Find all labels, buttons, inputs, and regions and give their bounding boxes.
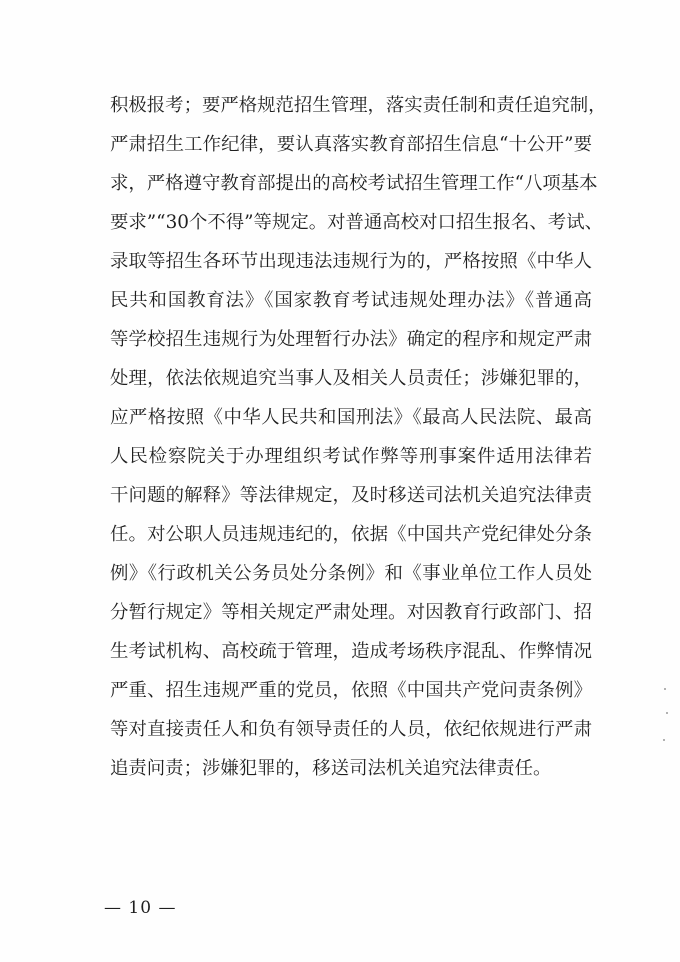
text-line: 严重、招生违规严重的党员，依照《中国共产党问责条例》 (110, 680, 592, 701)
text-line: 等学校招生违规行为处理暂行办法》确定的程序和规定严肃 (110, 329, 592, 350)
text-line: 人民检察院关于办理组织考试作弊等刑事案件适用法律若 (110, 446, 592, 467)
text-line: 积极报考；要严格规范招生管理，落实责任制和责任追究制， (110, 95, 607, 116)
text-line: 严肃招生工作纪律，要认真落实教育部招生信息“十公开”要 (110, 134, 592, 155)
text-line: 民共和国教育法》《国家教育考试违规处理办法》《普通高 (110, 290, 592, 311)
text-line: 干问题的解释》等法律规定，及时移送司法机关追究法律责 (110, 485, 592, 506)
scan-speck (664, 688, 666, 690)
text-line-last: 追责问责；涉嫌犯罪的，移送司法机关追究法律责任。 (110, 758, 552, 779)
text-line: 分暂行规定》等相关规定严肃处理。对因教育行政部门、招 (110, 602, 592, 623)
text-line: 生考试机构、高校疏于管理，造成考场秩序混乱、作弊情况 (110, 641, 592, 662)
text-line: 录取等招生各环节出现违法违规行为的，严格按照《中华人 (110, 251, 592, 272)
text-line: 应严格按照《中华人民共和国刑法》《最高人民法院、最高 (110, 407, 592, 428)
text-line: 等对直接责任人和负有领导责任的人员，依纪依规进行严肃 (110, 719, 592, 740)
text-line: 任。对公职人员违规违纪的，依据《中国共产党纪律处分条 (110, 524, 592, 545)
text-line: 求，严格遵守教育部提出的高校考试招生管理工作“八项基本 (110, 173, 598, 194)
text-line: 例》《行政机关公务员处分条例》和《事业单位工作人员处 (110, 563, 592, 584)
scan-speck (663, 739, 665, 741)
page-number: — 10 — (104, 898, 177, 918)
body-paragraph (110, 86, 607, 788)
scan-speck (666, 712, 668, 714)
text-line: 要求”“30个不得”等规定。对普通高校对口招生报名、考试、 (110, 212, 603, 233)
text-line: 处理，依法依规追究当事人及相关人员责任；涉嫌犯罪的， (110, 368, 592, 389)
